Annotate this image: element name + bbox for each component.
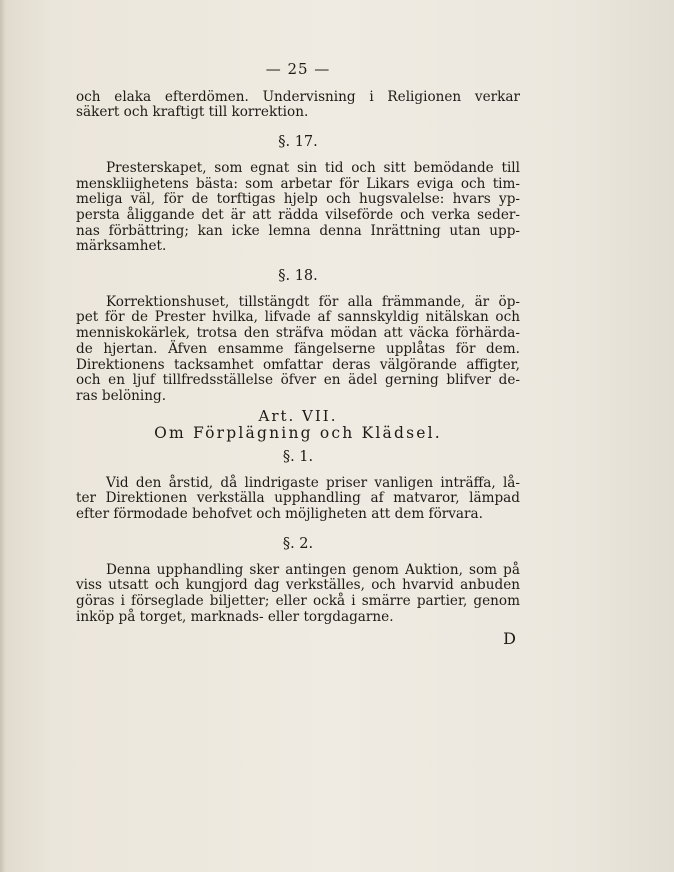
text-line: Vid den årstid, då lindrigaste priser vanligen inträffa, lå- bbox=[106, 474, 520, 491]
text-line: Denna upphandling sker antingen genom Auktion, som på bbox=[106, 561, 520, 578]
text-line: Direktionens tacksamhet omfattar deras välgörande affigter, bbox=[76, 356, 520, 373]
section-2-paragraph bbox=[76, 563, 520, 626]
text-line: och elaka efterdömen. Undervisning i Religionen verkar bbox=[76, 88, 520, 105]
text-line: märksamhet. bbox=[76, 238, 167, 255]
text-line: efter förmodade behofvet och möjligheten att dem förvara. bbox=[76, 506, 483, 523]
section-18-paragraph bbox=[76, 295, 520, 405]
article-title: Om Förplägning och Klädsel. bbox=[154, 424, 442, 443]
text-line: nas förbättring; kan icke lemna denna Inrättning utan upp- bbox=[76, 222, 520, 239]
section-1-paragraph bbox=[76, 476, 520, 523]
intro-paragraph bbox=[76, 90, 520, 121]
text-line: pet för de Prester hvilka, lifvade af sannskyldig nitälskan och bbox=[76, 309, 520, 326]
text-line: Korrektionshuset, tillstängdt för alla främmande, är öp- bbox=[106, 293, 520, 310]
text-line: Presterskapet, som egnat sin tid och sitt bemödande till bbox=[106, 159, 520, 176]
section-heading-17: §. 17. bbox=[278, 134, 318, 151]
catchword: D bbox=[503, 629, 516, 649]
text-line: viss utsatt och kungjord dag verkställes, och hvarvid anbuden bbox=[76, 577, 520, 594]
text-line: menniskokärlek, trotsa den sträfva mödan att väcka förhärda- bbox=[76, 325, 520, 342]
section-17-paragraph bbox=[76, 161, 520, 255]
page-number: — 25 — bbox=[265, 60, 331, 78]
section-heading-2: §. 2. bbox=[282, 535, 314, 552]
text-line: och en ljuf tillfredsställelse öfver en ädel gerning blifver de- bbox=[76, 372, 520, 389]
text-line: meliga väl, för de torftigas hjelp och hugsvalelse: hvars yp- bbox=[76, 191, 520, 208]
text-line: säkert och kraftigt till korrektion. bbox=[76, 104, 309, 121]
section-heading-1: §. 1. bbox=[282, 449, 314, 466]
text-line: menskliighetens bästa: som arbetar för Likars eviga och tim- bbox=[76, 175, 520, 192]
text-line: de hjertan. Äfven ensamme fängelserne upplåtas för dem. bbox=[76, 340, 520, 357]
text-line: persta åliggande det är att rädda vilseförde och verka seder- bbox=[76, 206, 520, 223]
text-block bbox=[76, 62, 520, 647]
text-line: göras i förseglade biljetter; eller ockå i smärre partier, genom bbox=[76, 592, 520, 609]
text-line: inköp på torget, marknads- eller torgdagarne. bbox=[76, 608, 394, 625]
text-line: ras belöning. bbox=[76, 387, 167, 404]
text-line: ter Direktionen verkställa upphandling af matvaror, lämpad bbox=[76, 490, 520, 507]
article-label: Art. VII. bbox=[258, 406, 338, 425]
section-heading-18: §. 18. bbox=[278, 268, 318, 285]
